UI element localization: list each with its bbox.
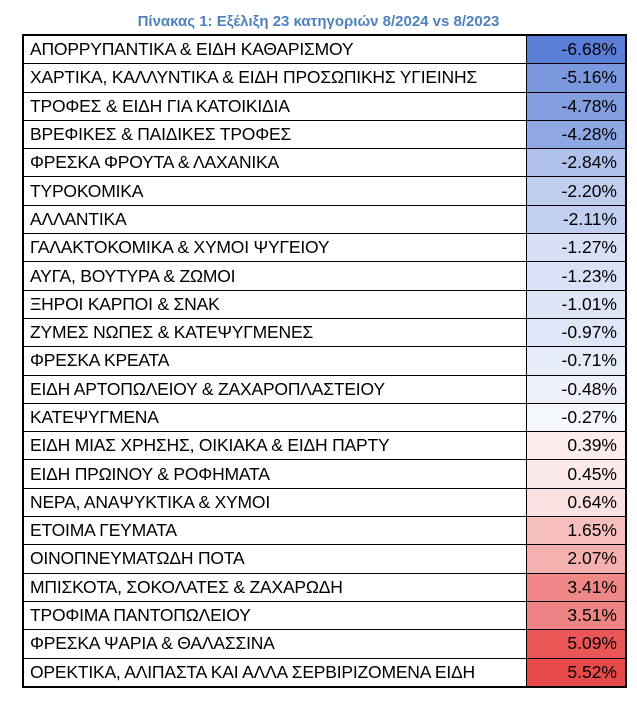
category-cell: ΕΙΔΗ ΑΡΤΟΠΩΛΕΙΟΥ & ΖΑΧΑΡΟΠΛΑΣΤΕΙΟΥ	[23, 375, 527, 403]
table-caption: Πίνακας 1: Εξέλιξη 23 κατηγοριών 8/2024 vs 8/2023	[137, 13, 500, 30]
category-cell: ΤΥΡΟΚΟΜΙΚΑ	[23, 177, 527, 205]
table-row	[23, 290, 626, 318]
category-cell: ΕΤΟΙΜΑ ΓΕΥΜΑΤΑ	[23, 517, 527, 545]
change-value-cell: -6.68%	[527, 35, 627, 64]
change-value-cell: 5.09%	[527, 630, 627, 658]
change-value-cell: -1.01%	[527, 290, 627, 318]
table-row	[23, 375, 626, 403]
change-value-cell: -2.11%	[527, 205, 627, 233]
table-row	[23, 545, 626, 573]
table-row	[23, 262, 626, 290]
table-row	[23, 432, 626, 460]
category-cell: ΦΡΕΣΚΑ ΦΡΟΥΤΑ & ΛΑΧΑΝΙΚΑ	[23, 149, 527, 177]
category-cell: ΚΑΤΕΨΥΓΜΕΝΑ	[23, 403, 527, 431]
table-row	[23, 488, 626, 516]
change-value-cell: -2.84%	[527, 149, 627, 177]
table-row	[23, 120, 626, 148]
change-value-cell: -1.23%	[527, 262, 627, 290]
change-value-cell: -5.16%	[527, 64, 627, 92]
table-row	[23, 64, 626, 92]
change-value-cell: 1.65%	[527, 517, 627, 545]
change-value-cell: 0.64%	[527, 488, 627, 516]
category-change-table	[22, 34, 627, 688]
category-cell: ΕΙΔΗ ΠΡΩΙΝΟΥ & ΡΟΦΗΜΑΤΑ	[23, 460, 527, 488]
category-cell: ΒΡΕΦΙΚΕΣ & ΠΑΙΔΙΚΕΣ ΤΡΟΦΕΣ	[23, 120, 527, 148]
category-cell: ΓΑΛΑΚΤΟΚΟΜΙΚΑ & ΧΥΜΟΙ ΨΥΓΕΙΟΥ	[23, 234, 527, 262]
category-cell: ΞΗΡΟΙ ΚΑΡΠΟΙ & ΣΝΑΚ	[23, 290, 527, 318]
table-body	[23, 35, 626, 687]
table-row	[23, 234, 626, 262]
table-row	[23, 35, 626, 64]
category-cell: ΝΕΡΑ, ΑΝΑΨΥΚΤΙΚΑ & ΧΥΜΟΙ	[23, 488, 527, 516]
change-value-cell: -4.28%	[527, 120, 627, 148]
change-value-cell: -0.48%	[527, 375, 627, 403]
category-cell: ΜΠΙΣΚΟΤΑ, ΣΟΚΟΛΑΤΕΣ & ΖΑΧΑΡΩΔΗ	[23, 573, 527, 601]
category-cell: ΕΙΔΗ ΜΙΑΣ ΧΡΗΣΗΣ, ΟΙΚΙΑΚΑ & ΕΙΔΗ ΠΑΡΤΥ	[23, 432, 527, 460]
category-cell: ΤΡΟΦΕΣ & ΕΙΔΗ ΓΙΑ ΚΑΤΟΙΚΙΔΙΑ	[23, 92, 527, 120]
category-cell: ΑΛΛΑΝΤΙΚΑ	[23, 205, 527, 233]
category-cell: ΟΙΝΟΠΝΕΥΜΑΤΩΔΗ ΠΟΤΑ	[23, 545, 527, 573]
table-row	[23, 347, 626, 375]
table-row	[23, 517, 626, 545]
change-value-cell: 0.39%	[527, 432, 627, 460]
table-row	[23, 177, 626, 205]
change-value-cell: -0.97%	[527, 318, 627, 346]
change-value-cell: 2.07%	[527, 545, 627, 573]
category-cell: ΦΡΕΣΚΑ ΨΑΡΙΑ & ΘΑΛΑΣΣΙΝΑ	[23, 630, 527, 658]
table-row	[23, 573, 626, 601]
table-row	[23, 601, 626, 629]
change-value-cell: -0.27%	[527, 403, 627, 431]
category-cell: ΖΥΜΕΣ ΝΩΠΕΣ & ΚΑΤΕΨΥΓΜΕΝΕΣ	[23, 318, 527, 346]
table-row	[23, 403, 626, 431]
change-value-cell: -1.27%	[527, 234, 627, 262]
table-row	[23, 318, 626, 346]
change-value-cell: 3.51%	[527, 601, 627, 629]
table-row	[23, 460, 626, 488]
table-row	[23, 92, 626, 120]
change-value-cell: 0.45%	[527, 460, 627, 488]
category-cell: ΦΡΕΣΚΑ ΚΡΕΑΤΑ	[23, 347, 527, 375]
table-row	[23, 658, 626, 687]
table-row	[23, 630, 626, 658]
category-cell: ΧΑΡΤΙΚΑ, ΚΑΛΛΥΝΤΙΚΑ & ΕΙΔΗ ΠΡΟΣΩΠΙΚΗΣ ΥΓΙΕΙΝΗΣ	[23, 64, 527, 92]
change-value-cell: 5.52%	[527, 658, 627, 687]
change-value-cell: -0.71%	[527, 347, 627, 375]
table-row	[23, 205, 626, 233]
category-cell: ΑΠΟΡΡΥΠΑΝΤΙΚΑ & ΕΙΔΗ ΚΑΘΑΡΙΣΜΟΥ	[23, 35, 527, 64]
category-cell: ΟΡΕΚΤΙΚΑ, ΑΛΙΠΑΣΤΑ ΚΑΙ ΑΛΛΑ ΣΕΡΒΙΡΙΖΟΜΕΝΑ ΕΙΔΗ	[23, 658, 527, 687]
change-value-cell: -2.20%	[527, 177, 627, 205]
change-value-cell: 3.41%	[527, 573, 627, 601]
table-row	[23, 149, 626, 177]
category-cell: ΑΥΓΑ, ΒΟΥΤΥΡΑ & ΖΩΜΟΙ	[23, 262, 527, 290]
change-value-cell: -4.78%	[527, 92, 627, 120]
category-cell: ΤΡΟΦΙΜΑ ΠΑΝΤΟΠΩΛΕΙΟΥ	[23, 601, 527, 629]
